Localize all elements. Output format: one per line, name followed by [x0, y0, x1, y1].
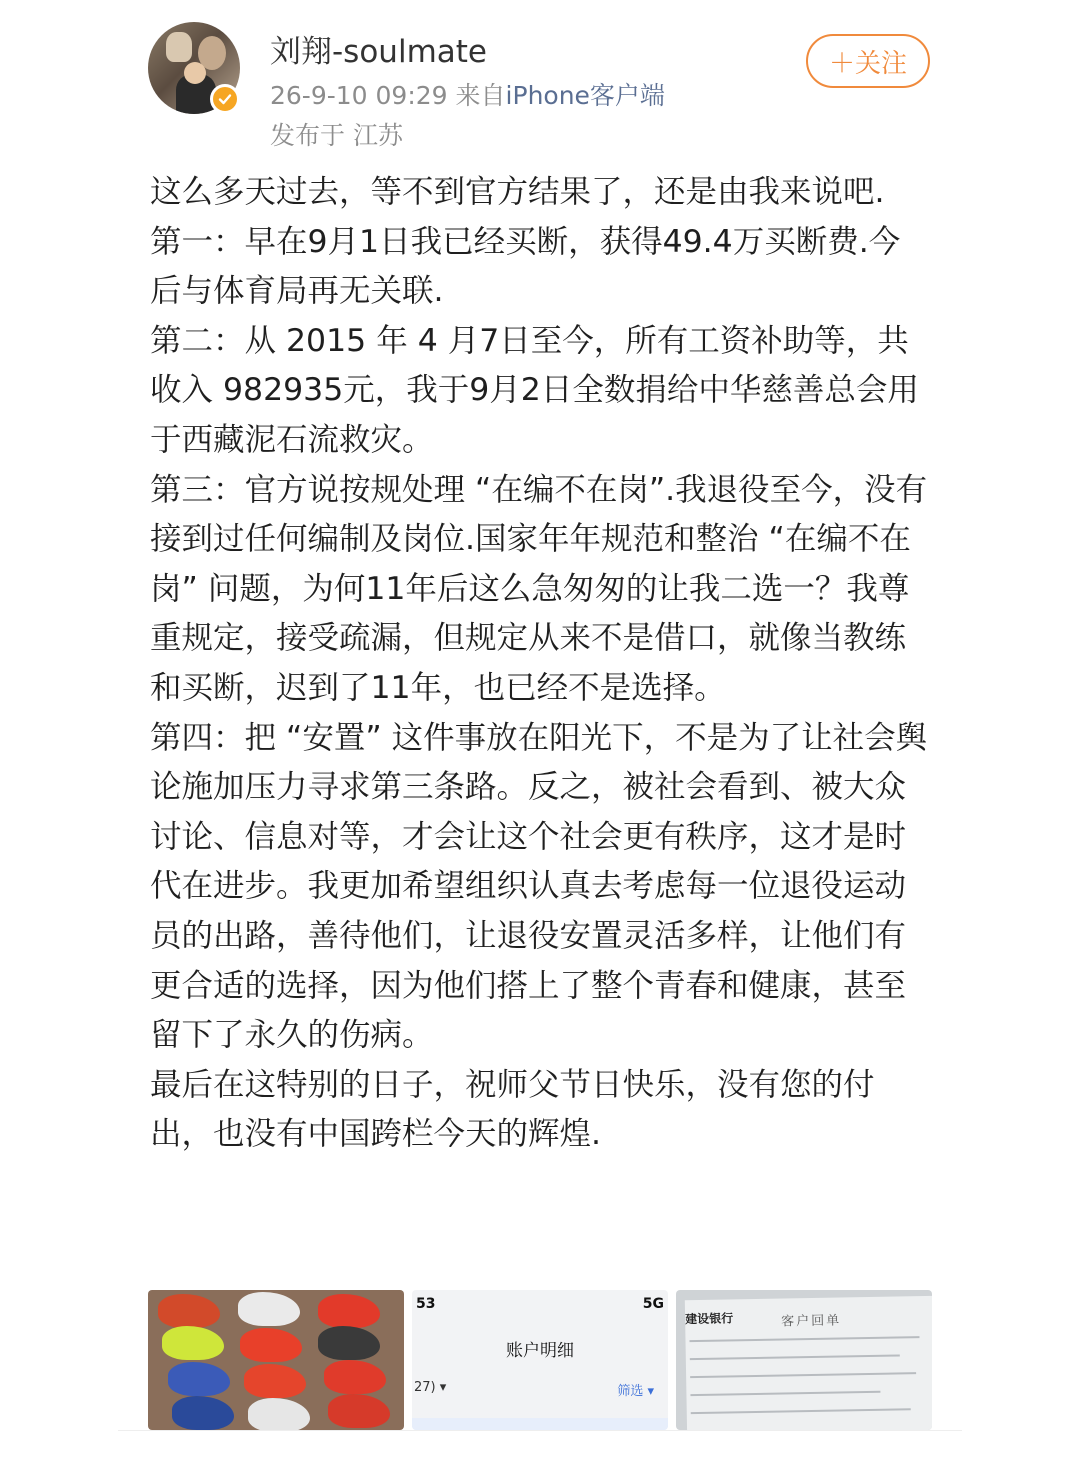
paragraph-fourth: 第四：把 “安置” 这件事放在阳光下，不是为了让社会舆论施加压力寻求第三条路。反之，被社会看到、被大众讨论、信息对等，才会让这个社会更有秩序，这才是时代在进步。我更加希望组织认真去考虑每一位退役运动员的出路，善待他们，让退役安置灵活多样，让他们有更合适的选择，因为他们搭上了整个青春和健康，甚至留下了永久的伤病。 — [150, 719, 928, 1054]
avatar-face — [184, 62, 206, 84]
shoe-shape — [324, 1360, 386, 1394]
running-shoes-photo[interactable] — [148, 1290, 404, 1430]
author-name[interactable]: 刘翔-soulmate — [270, 34, 487, 70]
receipt-paper — [685, 1296, 932, 1430]
paragraph-second: 第二：从 2015 年 4 月7日至今，所有工资补助等，共收入 982935元，我于9月2日全数捐给中华慈善总会用于西藏泥石流救灾。 — [150, 322, 919, 458]
post-meta — [270, 76, 665, 112]
shoe-shape — [168, 1362, 230, 1396]
verified-badge-icon — [210, 84, 240, 114]
follow-button[interactable]: ＋关注 — [806, 34, 930, 88]
status-time: 53 — [416, 1296, 436, 1312]
status-network: 5G — [642, 1296, 664, 1312]
receipt-line — [691, 1408, 911, 1414]
receipt-title: 客户回单 — [781, 1313, 842, 1330]
image-grid — [148, 1290, 932, 1430]
receipt-line — [690, 1354, 900, 1360]
shoe-shape — [162, 1326, 224, 1360]
bank-receipt-photo[interactable] — [676, 1290, 932, 1430]
account-list-bar — [412, 1418, 668, 1430]
receipt-line — [690, 1372, 916, 1378]
paragraph-closing: 最后在这特别的日子，祝师父节日快乐，没有您的付出，也没有中国跨栏今天的辉煌. — [150, 1066, 875, 1153]
post-timestamp: 26-9-10 09:29 — [270, 81, 448, 110]
post-content — [150, 168, 930, 1160]
date-filter: 27) ▾ — [414, 1380, 447, 1395]
shoe-shape — [248, 1398, 310, 1430]
receipt-line — [690, 1391, 880, 1396]
shoe-shape — [318, 1294, 380, 1328]
post-location: 发布于 江苏 — [270, 121, 403, 150]
shoe-shape — [318, 1326, 380, 1360]
receipt-line — [689, 1336, 919, 1342]
post-source[interactable]: iPhone客户端 — [505, 81, 665, 110]
paragraph-intro: 这么多天过去，等不到官方结果了，还是由我来说吧. — [150, 174, 885, 210]
shoe-shape — [328, 1394, 390, 1428]
avatar-background-figure — [166, 32, 192, 62]
shoe-shape — [158, 1294, 220, 1328]
bank-name: 建设银行 — [685, 1311, 734, 1327]
paragraph-first: 第一：早在9月1日我已经买断，获得49.4万买断费.今后与体育局再无关联. — [150, 223, 901, 310]
account-details-title: 账户明细 — [506, 1341, 574, 1361]
shoe-shape — [244, 1364, 306, 1398]
shoe-shape — [172, 1396, 234, 1430]
check-icon — [217, 91, 233, 107]
shoe-shape — [238, 1292, 300, 1326]
post-source-prefix: 来自 — [455, 81, 506, 110]
shoe-shape — [240, 1328, 302, 1362]
account-details-screenshot[interactable] — [412, 1290, 668, 1430]
filter-link: 筛选 ▾ — [617, 1384, 654, 1399]
divider — [118, 1430, 962, 1431]
paragraph-third: 第三：官方说按规处理 “在编不在岗”.我退役至今，没有接到过任何编制及岗位.国家年年规范和整治 “在编不在岗” 问题，为何11年后这么急匆匆的让我二选一？我尊重规定，接受疏漏，但规定从来不是借口，就像当教练和买断，迟到了11年，也已经不是选择。 — [150, 471, 928, 706]
